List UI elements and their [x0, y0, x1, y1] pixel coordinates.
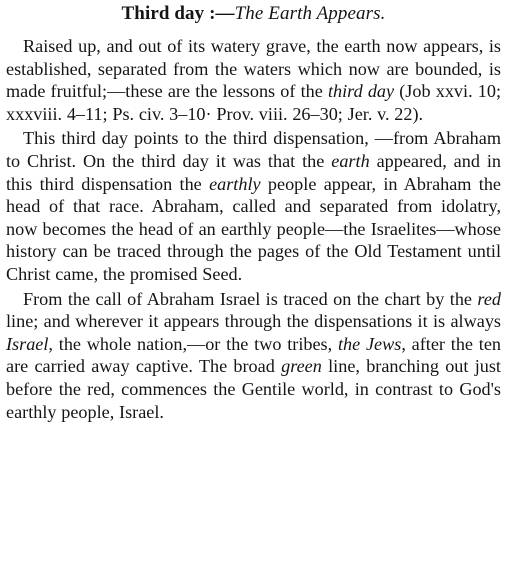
- text-segment-italic: earthly: [209, 173, 261, 194]
- text-segment: This third day points to the third dispensation, —from Abraham to Christ. On the third day it was that the: [6, 128, 501, 171]
- paragraph-third-dispensation: [6, 127, 501, 285]
- heading-title: The Earth Appears.: [234, 3, 386, 24]
- text-segment-italic: red: [477, 288, 501, 309]
- text-segment: , after the ten are carried away captive. The broad: [6, 333, 502, 377]
- text-segment-italic: earth: [331, 150, 370, 171]
- text-segment-italic: the Jews: [337, 333, 402, 354]
- text-segment: Raised up, and out of its watery grave, the earth now appears, is established, separated from the waters which now are bounded, is made fruitful;—these are the lessons of the: [6, 36, 501, 102]
- text-segment-italic: third day: [327, 81, 395, 102]
- text-segment: From the call of Abraham Israel is traced on the chart by the: [23, 288, 478, 309]
- paragraph-chart-lines: [6, 288, 501, 424]
- text-segment-italic: Israel,: [6, 333, 53, 354]
- text-segment-italic: green: [281, 356, 322, 377]
- text-segment: (Job xxvi. 10; xxxviii. 4–11; Ps. civ. 3–10· Prov. viii. 26–30; Jer. v. 22).: [6, 81, 502, 124]
- page-heading: [6, 2, 501, 26]
- text-segment: line; and wherever it appears through the dispensations it is always: [6, 311, 501, 332]
- text-segment: people appear, in Abraham the head of that race. Abraham, called and separated from idolatry, now becomes the head of an earthly people—the Israelites—whose history can be traced through the pages of the Old Testament until Christ came, the promised Seed.: [6, 173, 501, 284]
- paragraph-third-day-lessons: [6, 35, 501, 125]
- text-segment: appeared, and in this third dispensation the: [6, 150, 501, 194]
- text-segment: line, branching out just before the red, commences the Gentile world, in contrast to God's earthly people, Israel.: [6, 356, 501, 422]
- text-segment: the whole nation,—or the two tribes,: [52, 333, 338, 354]
- page: [6, 2, 501, 423]
- heading-lead: Third day :—: [121, 3, 235, 24]
